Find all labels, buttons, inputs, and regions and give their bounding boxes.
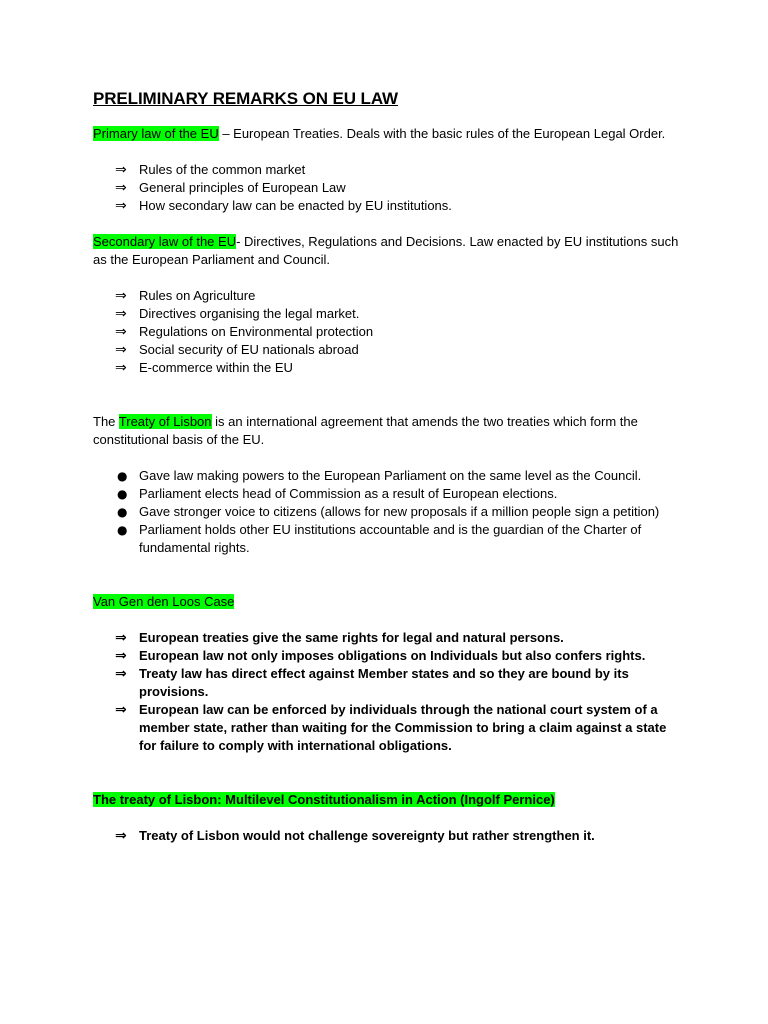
list-item: ● Gave law making powers to the European Parliament on the same level as the Council. [117,468,642,483]
lisbon-text: is an international agreement that amends the two treaties which form the constitutional basis of the EU. [93,414,638,447]
bullet-icon: ● [117,505,128,519]
arrow-icon: ⇒ [115,306,127,322]
primary-law-list [93,161,683,215]
document-content [93,87,683,845]
primary-law-paragraph [93,125,683,143]
list-item: ⇒ General principles of European Law [115,180,346,196]
van-gend-heading: Van Gen den Loos Case [93,594,235,609]
pernice-list [93,827,683,845]
arrow-icon: ⇒ [115,342,127,358]
bullet-icon: ● [117,487,128,501]
list-item: ⇒ European treaties give the same rights for legal and natural persons. [115,630,564,646]
arrow-icon: ⇒ [115,630,127,646]
secondary-law-list [93,287,683,377]
bullet-icon: ● [117,523,128,537]
van-gend-list [93,629,683,755]
list-item: ⇒ European law can be enforced by individuals through the national court system of a member state, rather than waiting for the Commission to bring a claim against a state for failure to comply with international obligations. [115,702,667,753]
arrow-icon: ⇒ [115,702,127,718]
list-item: ⇒ Rules on Agriculture [115,288,256,304]
arrow-icon: ⇒ [115,288,127,304]
list-item: ● Gave stronger voice to citizens (allows for new proposals if a million people sign a petition) [117,504,660,519]
arrow-icon: ⇒ [115,180,127,196]
primary-law-text: – European Treaties. Deals with the basic rules of the European Legal Order. [218,126,666,141]
secondary-law-paragraph [93,233,683,269]
list-item: ⇒ European law not only imposes obligations on Individuals but also confers rights. [115,648,646,664]
arrow-icon: ⇒ [115,828,127,844]
list-item: ● Parliament holds other EU institutions accountable and is the guardian of the Charter of fundamental rights. [117,522,642,555]
secondary-law-highlight: Secondary law of the EU [93,234,237,249]
list-item: ⇒ Treaty law has direct effect against Member states and so they are bound by its provisions. [115,666,629,699]
arrow-icon: ⇒ [115,360,127,376]
lisbon-paragraph: The Treaty of Lisbon is an international agreement that amends the two treaties which form the constitutional basis of the EU. [93,414,638,447]
arrow-icon: ⇒ [115,666,127,682]
list-item: ⇒ Rules of the common market [115,162,306,178]
list-item: ● Parliament elects head of Commission as a result of European elections. [117,486,558,501]
list-item: ⇒ Treaty of Lisbon would not challenge sovereignty but rather strengthen it. [115,828,595,844]
page-title: PRELIMINARY REMARKS ON EU LAW [93,89,399,108]
list-item: ⇒ Regulations on Environmental protection [115,324,374,340]
arrow-icon: ⇒ [115,648,127,664]
bullet-icon: ● [117,469,128,483]
arrow-icon: ⇒ [115,324,127,340]
arrow-icon: ⇒ [115,198,127,214]
secondary-law-text: - Directives, Regulations and Decisions. Law enacted by EU institutions such as the European Parliament and Council. [93,234,679,267]
list-item: ⇒ How secondary law can be enacted by EU institutions. [115,198,452,214]
pernice-heading: The treaty of Lisbon: Multilevel Constitutionalism in Action (Ingolf Pernice) [93,792,555,807]
list-item: ⇒ Social security of EU nationals abroad [115,342,359,358]
list-item: ⇒ Directives organising the legal market. [115,306,360,322]
lisbon-highlight: Treaty of Lisbon [118,414,212,429]
lisbon-list [93,467,683,557]
arrow-icon: ⇒ [115,162,127,178]
primary-law-highlight: Primary law of the EU [93,126,219,141]
list-item: ⇒ E-commerce within the EU [115,360,293,376]
